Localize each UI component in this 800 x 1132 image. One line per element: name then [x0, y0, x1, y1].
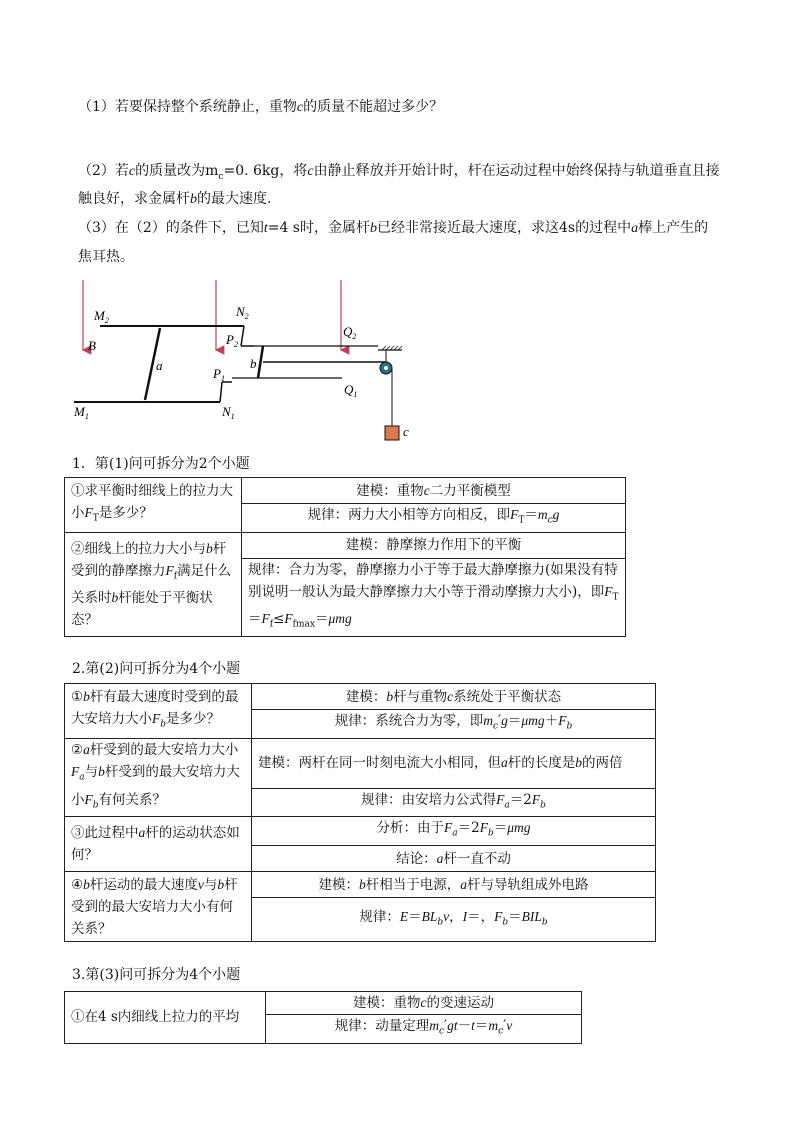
s2-q4: ④b杆运动的最大速度v与b杆受到的最大安培力大小有何关系？ [65, 872, 252, 942]
s2-q2: ②a杆受到的最大安培力大小$F_a$与b杆受到的最大安培力大小$F_b$有何关系？ [65, 738, 252, 817]
label-N1: $N_1$ [222, 404, 235, 421]
label-Q2: $Q_2$ [343, 324, 357, 341]
s2-q1: ①b杆有最大速度时受到的最大安培力大小$F_b$是多少？ [65, 684, 252, 739]
label-P1: $P_1$ [213, 366, 225, 383]
section-3-title: 3.第(3)问可拆分为4个小题 [72, 967, 241, 983]
s1-q1-rule: 规律：两力大小相等方向相反，即$F_T=m_cg$ [242, 504, 626, 533]
label-Q1: $Q_1$ [344, 382, 358, 399]
rail-diagram [70, 276, 410, 446]
s3-q1-model: 建模：重物c的变速运动 [266, 992, 582, 1015]
s2-q1-rule: 规律：系统合力为零，即$m_c'g=\mu mg+F_b$ [252, 710, 656, 739]
s1-q2-rule: 规律：合力为零，静摩擦力小于等于最大静摩擦力(如果没有特别说明一般认为最大静摩擦力大小等于滑动摩擦力大小)，即$F_T=F_f\le F_{fmax}=\mu mg$ [242, 558, 626, 636]
label-a: a [156, 358, 163, 373]
s1-q2: ②细线上的拉力大小与b杆受到的静摩擦力$F_f$满足什么关系时b杆能处于平衡状态？ [65, 532, 242, 636]
s2-q4-rule: 规律：$E=BL_bv$，I＝，$F_b=BIL_b$ [252, 898, 656, 942]
label-B: B [88, 338, 96, 353]
s2-q3-rule: 结论：a杆一直不动 [252, 846, 656, 872]
s1-q1: ①求平衡时细线上的拉力大小$F_T$是多少？ [65, 478, 242, 533]
question-1: （1）若要保持整个系统静止，重物c的质量不能超过多少？ [78, 99, 444, 115]
section-2-title: 2.第(2)问可拆分为4个小题 [72, 661, 241, 677]
s3-q1: ①在4 s内细线上拉力的平均 [65, 992, 266, 1044]
rod-b [258, 346, 263, 378]
label-P2: $P_2$ [226, 332, 238, 349]
s2-q3-model: 分析：由于$F_a=2F_b=\mu mg$ [252, 817, 656, 846]
s1-q1-model: 建模：重物c二力平衡模型 [242, 478, 626, 504]
section-2-table [64, 683, 656, 942]
section-1-table [64, 477, 626, 637]
question-3-line-1: （3）在（2）的条件下，已知t=4 s时，金属杆b已经非常接近最大速度，求这4s的过程中a棒上产生的 [78, 220, 709, 236]
section-1-title: 1．第(1)问可拆分为2个小题 [72, 456, 250, 472]
s2-q3: ③此过程中a杆的运动状态如何？ [65, 817, 252, 872]
label-N2: $N_2$ [236, 304, 249, 321]
s2-q4-model: 建模：b杆相当于电源，a杆与导轨组成外电路 [252, 872, 656, 898]
label-M2: $M_2$ [94, 308, 109, 325]
label-b: b [250, 356, 257, 371]
label-c: c [403, 424, 409, 439]
question-2-line-2: 触良好，求金属杆b的最大速度. [78, 191, 272, 207]
s1-q2-model: 建模：静摩擦力作用下的平衡 [242, 532, 626, 558]
weight-c [385, 426, 399, 440]
section-3-table [64, 991, 582, 1044]
question-2-line-1: （2）若c的质量改为$m_c=0$. 6kg，将c由静止释放并开始计时，杆在运动过程中始终保持与轨道垂直且接 [78, 163, 720, 182]
label-M1: $M_1$ [74, 404, 89, 421]
s2-q2-rule: 规律：由安培力公式得$F_a=2F_b$ [252, 788, 656, 817]
question-3-line-2: 焦耳热。 [78, 249, 134, 265]
s2-q1-model: 建模：b杆与重物c系统处于平衡状态 [252, 684, 656, 710]
s3-q1-rule: 规律：动量定理$m_c'gt-t=m_c'v$ [266, 1015, 582, 1044]
s2-q2-model: 建模：两杆在同一时刻电流大小相同，但a杆的长度是b的两倍 [252, 738, 656, 788]
